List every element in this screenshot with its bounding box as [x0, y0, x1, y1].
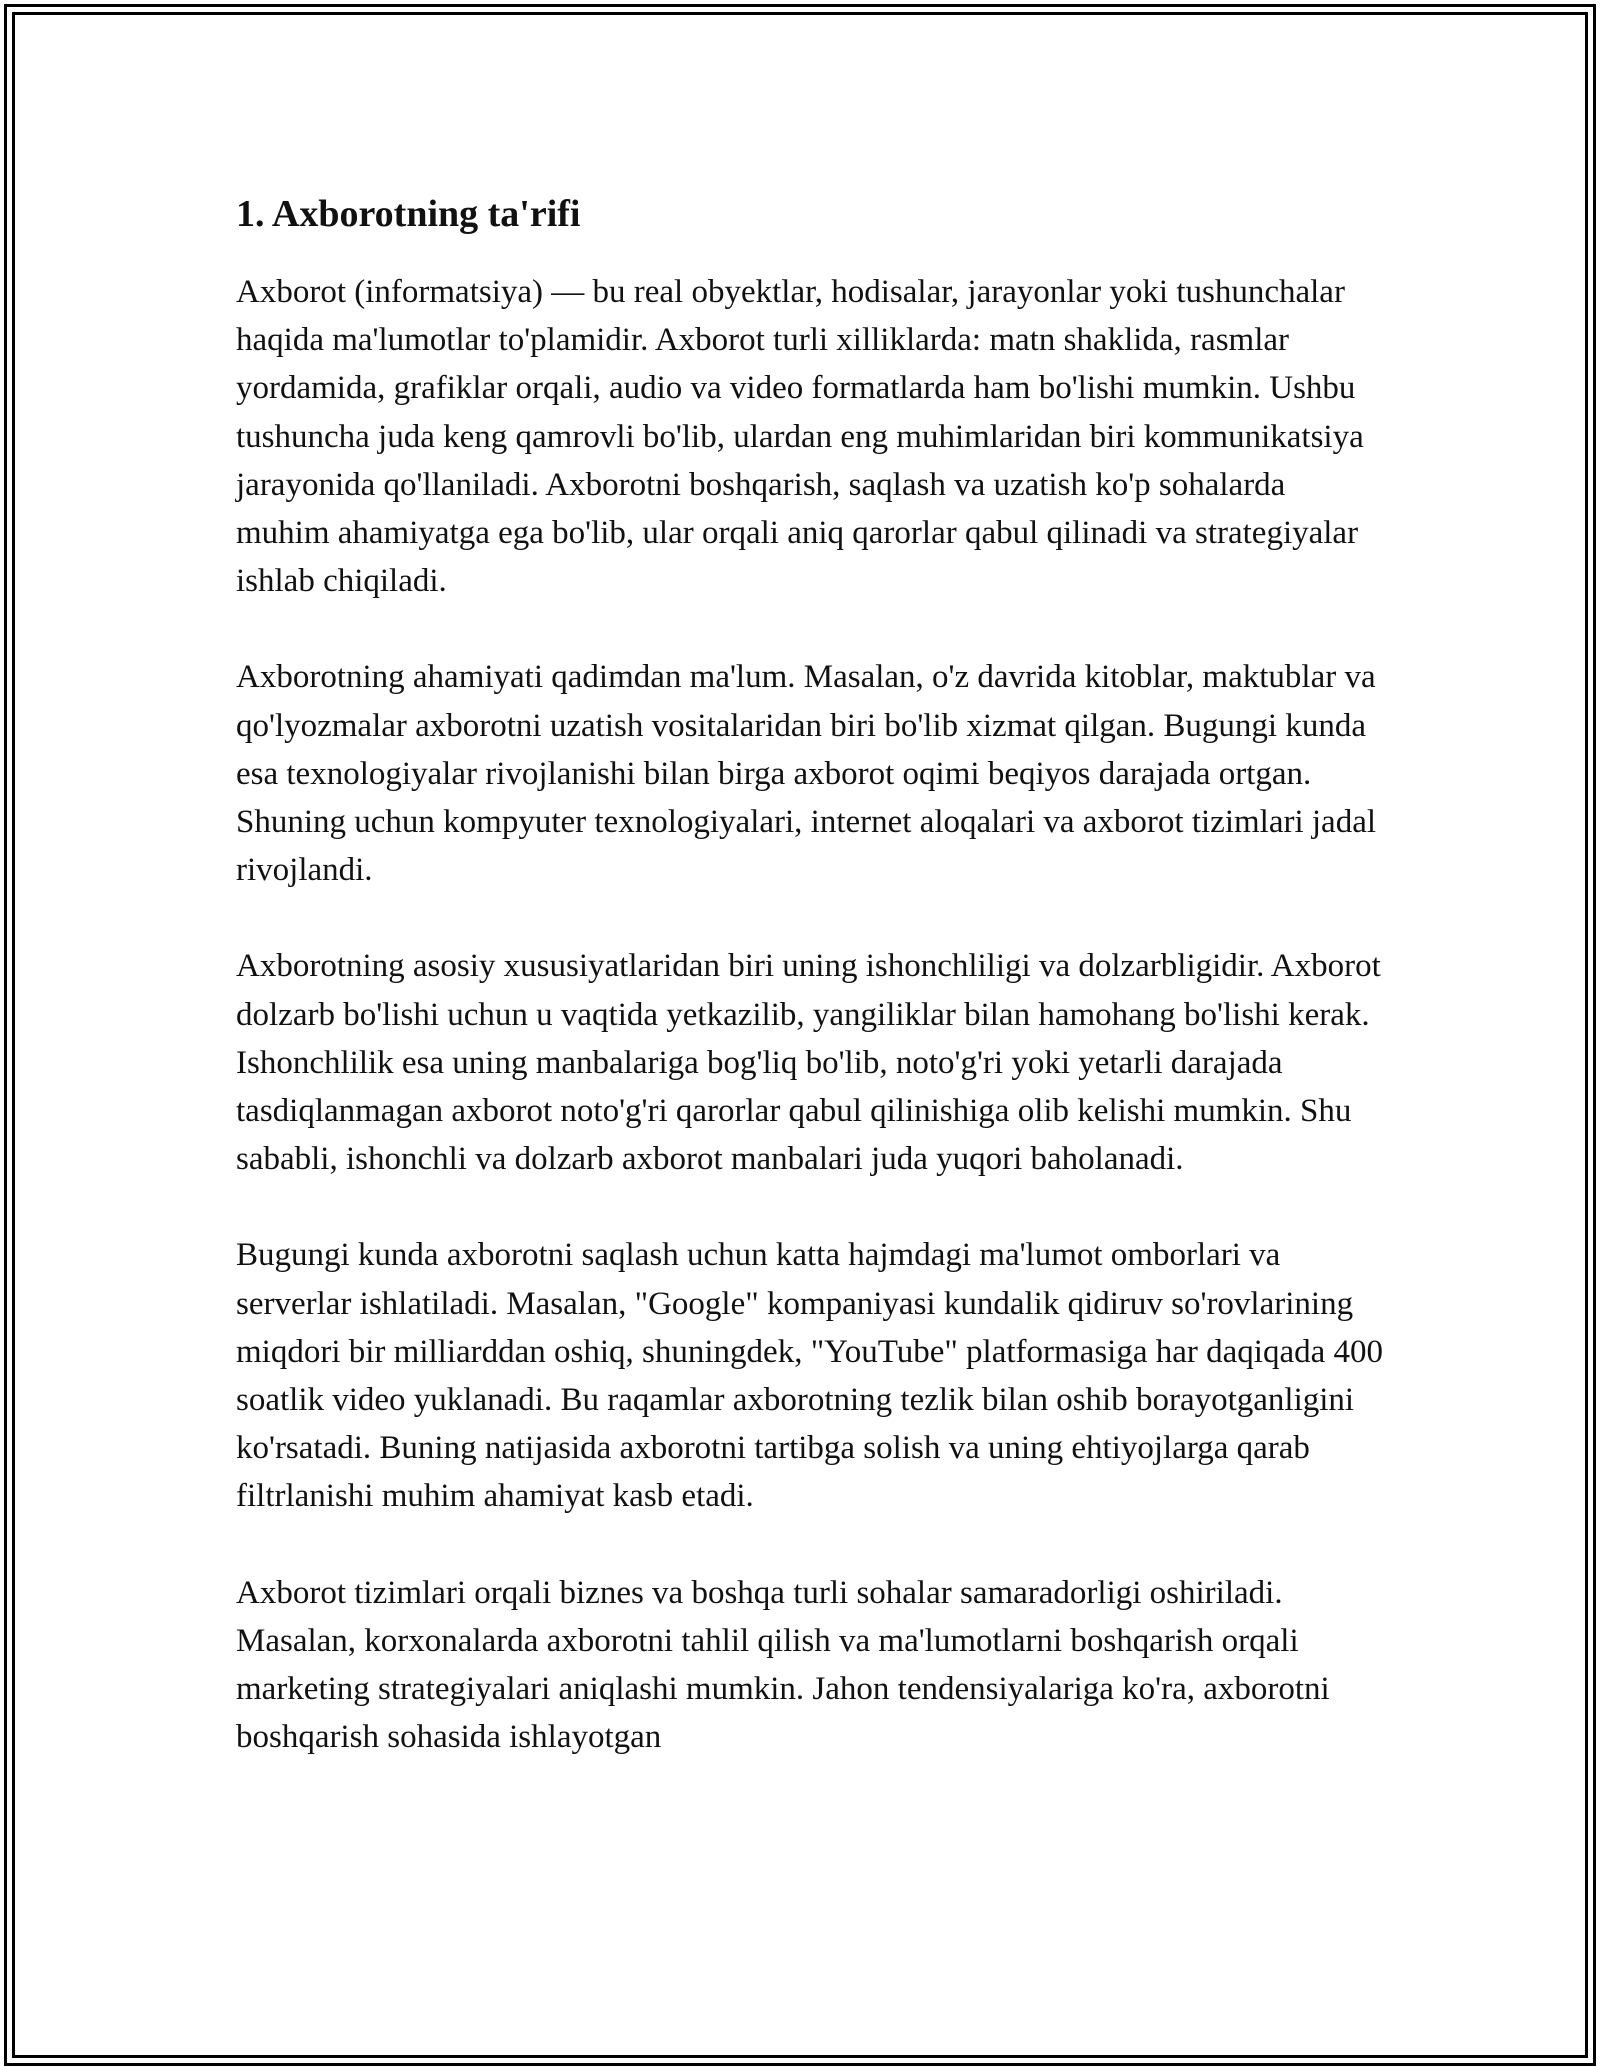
paragraph-storage: Bugungi kunda axborotni saqlash uchun katta hajmdagi ma'lumot omborlari va serverlar ishlatiladi. Masalan, "Google" kompaniyasi kundalik qidiruv so'rovlarining miqdori bir milliarddan oshiq, shuningdek, "YouTube" platformasiga har daqiqada 400 soatlik video yuklanadi. Bu raqamlar axborotning tezlik bilan oshib borayotganligini ko'rsatadi. Buning natijasida axborotni tartibga solish va uning ehtiyojlarga qarab filtrlanishi muhim ahamiyat kasb etadi.	[236, 1237, 1383, 1515]
paragraph-definition: Axborot (informatsiya) — bu real obyektlar, hodisalar, jarayonlar yoki tushunchalar haqida ma'lumotlar to'plamidir. Axborot turli xilliklarda: matn shaklida, rasmlar yordamida, grafiklar orqali, audio va video formatlarda ham bo'lishi mumkin. Ushbu tushuncha juda keng qamrovli bo'lib, ulardan eng muhimlaridan biri kommunikatsiya jarayonida qo'llaniladi. Axborotni boshqarish, saqlash va uzatish ko'p sohalarda muhim ahamiyatga ega bo'lib, ular orqali aniq qarorlar qabul qilinadi va strategiyalar ishlab chiqiladi.	[236, 274, 1364, 600]
paragraph-properties: Axborotning asosiy xususiyatlaridan biri uning ishonchliligi va dolzarbligidir. Axborot dolzarb bo'lishi uchun u vaqtida yetkazilib, yangiliklar bilan hamohang bo'lishi kerak. Ishonchlilik esa uning manbalariga bog'liq bo'lib, noto'g'ri yoki yetarli darajada tasdiqlanmagan axborot noto'g'ri qarorlar qabul qilinishiga olib kelishi mumkin. Shu sababli, ishonchli va dolzarb axborot manbalari juda yuqori baholanadi.	[236, 948, 1381, 1178]
section-heading: 1. Axborotning ta'rifi	[236, 193, 581, 235]
paragraph-systems: Axborot tizimlari orqali biznes va boshqa turli sohalar samaradorligi oshiriladi. Masalan, korxonalarda axborotni tahlil qilish va ma'lumotlarni boshqarish orqali marketing strategiyalari aniqlashi mumkin. Jahon tendensiyalariga ko'ra, axborotni boshqarish sohasida ishlayotgan	[236, 1574, 1330, 1756]
paragraph-importance: Axborotning ahamiyati qadimdan ma'lum. Masalan, o'z davrida kitoblar, maktublar va qo'lyozmalar axborotni uzatish vositalaridan biri bo'lib xizmat qilgan. Bugungi kunda esa texnologiyalar rivojlanishi bilan birga axborot oqimi beqiyos darajada ortgan. Shuning uchun kompyuter texnologiyalari, internet aloqalari va axborot tizimlari jadal rivojlandi.	[236, 659, 1377, 889]
document-body	[236, 186, 1386, 1809]
